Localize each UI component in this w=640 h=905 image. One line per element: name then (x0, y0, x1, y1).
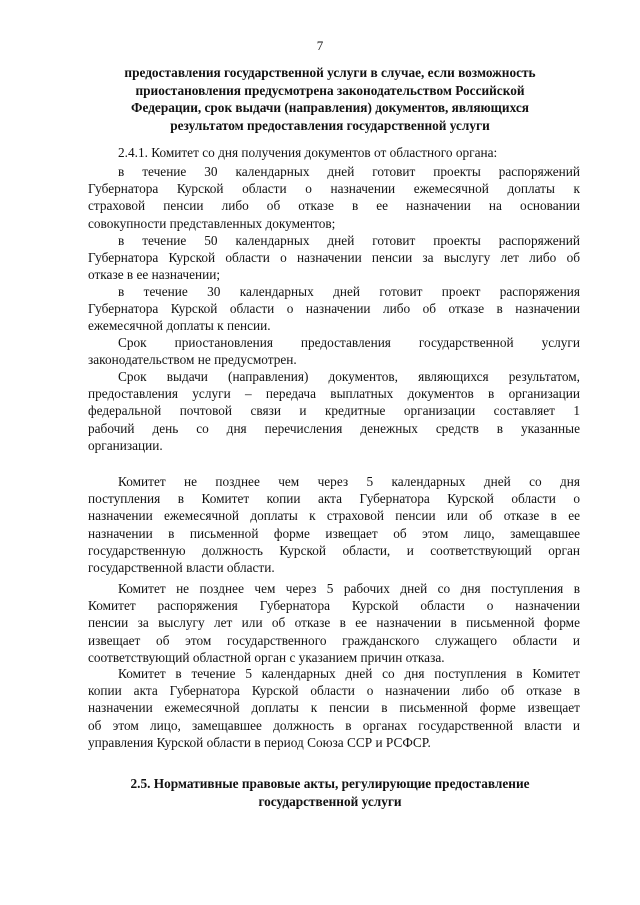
text-line: ежемесячной доплаты к пенсии. (88, 318, 271, 334)
text-line: совокупности представленных документов; (88, 215, 336, 231)
text-line: Комитет в течение 5 календарных дней со дня поступления в Комитет (118, 666, 580, 681)
heading-line: предоставления государственной услуги в случае, если возможность (124, 65, 536, 80)
section-heading-top (80, 64, 580, 134)
text-line: Губернатора Курской области о назначении ежемесячной доплаты к (88, 181, 580, 197)
paragraph-term-30-days (88, 163, 580, 232)
text-line: Комитет не позднее чем через 5 рабочих дней со дня поступления в (118, 581, 580, 596)
text-line: назначении ежемесячной доплаты к страховой пенсии или об отказе в ее (88, 508, 580, 524)
text-line: в течение 30 календарных дней готовит проекты распоряжений (118, 164, 580, 179)
text-line: Комитет не позднее чем через 5 календарных дней со дня (118, 474, 580, 489)
text-line: Губернатора Курской области о назначении пенсии за выслугу лет либо об (88, 250, 580, 266)
paragraph-2-4-1 (88, 144, 580, 161)
paragraph-term-30-days-2 (88, 283, 580, 335)
text-line: соответствующий областной орган с указанием причин отказа. (88, 649, 445, 665)
heading-line: результатом предоставления государственной услуги (170, 117, 490, 133)
text-line: организации. (88, 437, 163, 453)
text-line: Срок приостановления предоставления государственной услуги (118, 335, 580, 350)
paragraph-committee-5-calendar-days (88, 665, 580, 751)
text-line: в течение 30 календарных дней готовит проект распоряжения (118, 284, 580, 299)
text-line: государственной власти области. (88, 560, 275, 576)
page-number: 7 (316, 38, 324, 53)
text-line: назначении ежемесячной доплаты к пенсии в письменной форме извещает (88, 700, 580, 716)
section-heading-2-5 (80, 775, 580, 810)
text-line: 2.4.1. Комитет со дня получения документов от областного органа: (118, 145, 498, 160)
text-line: в течение 50 календарных дней готовит проекты распоряжений (118, 233, 580, 248)
paragraph-committee-5-working-days (88, 580, 580, 666)
text-line: Комитет распоряжения Губернатора Курской области о назначении (88, 598, 580, 614)
paragraph-committee-5-days (88, 473, 580, 576)
heading-line: государственной услуги (258, 793, 402, 809)
text-line: законодательством не предусмотрен. (88, 352, 297, 368)
paragraph-term-50-days (88, 232, 580, 284)
text-line: извещает об этом государственного гражданского служащего области и (88, 632, 580, 648)
heading-line: приостановления предусмотрена законодательством Российской (135, 82, 525, 98)
text-line: рабочий день со дня перечисления денежных средств в указанные (88, 420, 580, 436)
text-line: предоставления услуги – передача выплатных документов в организации (88, 386, 580, 402)
text-line: управления Курской области в период Союза ССР и РСФСР. (88, 734, 431, 750)
paragraph-suspension (88, 334, 580, 368)
text-line: страховой пенсии либо об отказе в ее назначении на основании (88, 198, 580, 214)
text-line: федеральной почтовой связи и кредитные организации составляет 1 (88, 403, 580, 419)
text-line: копии акта Губернатора Курской области о назначении либо об отказе в (88, 683, 580, 699)
text-line: государственную должность Курской области, и соответствующий орган (88, 542, 580, 558)
text-line: назначении в письменной форме извещает об этом лицо, замещавшее (88, 525, 580, 541)
text-line: Губернатора Курской области о назначении либо об отказе в назначении (88, 301, 580, 317)
paragraph-issue-term (88, 368, 580, 454)
heading-line: 2.5. Нормативные правовые акты, регулирующие предоставление (130, 776, 530, 791)
heading-line: Федерации, срок выдачи (направления) документов, являющихся (131, 100, 529, 115)
text-line: отказе в ее назначении; (88, 267, 221, 283)
text-line: Срок выдачи (направления) документов, являющихся результатом, (118, 369, 580, 384)
text-line: поступления в Комитет копии акта Губернатора Курской области о (88, 491, 580, 507)
text-line: об этом лицо, замещавшее должность в органах государственной власти и (88, 717, 580, 733)
text-line: пенсии за выслугу лет или об отказе в ее назначении в письменной форме (88, 615, 580, 631)
